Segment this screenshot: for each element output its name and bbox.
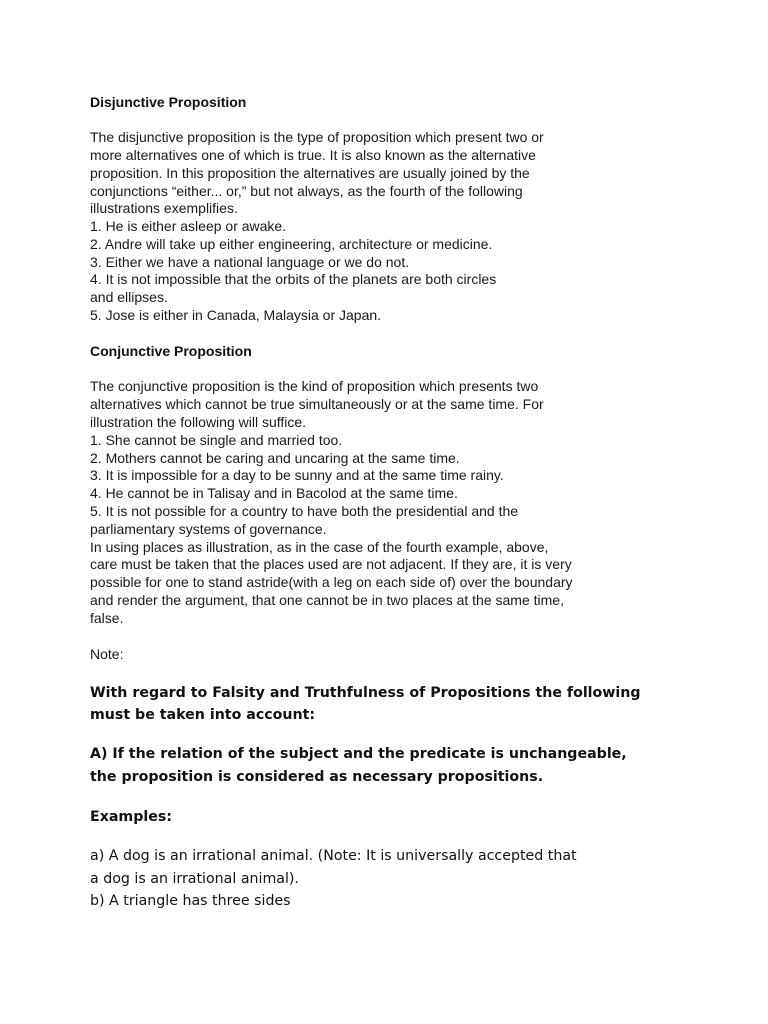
paragraph-line: The disjunctive proposition is the type of proposition which present two or — [90, 129, 544, 145]
list-item: and ellipses. — [90, 289, 168, 305]
list-item: 2. Andre will take up either engineering, architecture or medicine. — [90, 236, 493, 252]
paragraph-line: conjunctions “either... or,” but not always, as the fourth of the following — [90, 183, 523, 199]
list-item: 4. He cannot be in Talisay and in Bacolod at the same time. — [90, 485, 458, 501]
list-item: parliamentary systems of governance. — [90, 521, 327, 537]
list-item: 3. Either we have a national language or we do not. — [90, 254, 410, 270]
list-item: 2. Mothers cannot be caring and uncaring at the same time. — [90, 450, 460, 466]
example-line: a dog is an irrational animal). — [90, 871, 299, 887]
examples-label: Examples: — [90, 809, 172, 825]
paragraph-line: illustration the following will suffice. — [90, 414, 307, 430]
list-item: 3. It is impossible for a day to be sunny and at the same time rainy. — [90, 467, 504, 483]
rule-a-line: the proposition is considered as necessary propositions. — [90, 769, 544, 785]
example-line: b) A triangle has three sides — [90, 893, 291, 909]
rule-a-line: A) If the relation of the subject and the predicate is unchangeable, — [90, 746, 627, 762]
paragraph-line: alternatives which cannot be true simultaneously or at the same time. For — [90, 396, 544, 412]
note-label: Note: — [90, 646, 124, 662]
list-item: 4. It is not impossible that the orbits of the planets are both circles — [90, 271, 497, 287]
paragraph-line: more alternatives one of which is true. It is also known as the alternative — [90, 147, 536, 163]
rule-intro-line: With regard to Falsity and Truthfulness of Propositions the following — [90, 685, 641, 701]
list-item: 1. She cannot be single and married too. — [90, 432, 343, 448]
paragraph-line: possible for one to stand astride(with a leg on each side of) over the boundary — [90, 574, 573, 590]
example-line: a) A dog is an irrational animal. (Note: It is universally accepted that — [90, 848, 577, 864]
rule-intro-line: must be taken into account: — [90, 707, 316, 723]
heading-disjunctive-proposition: Disjunctive Proposition — [90, 94, 247, 110]
list-item: 1. He is either asleep or awake. — [90, 218, 287, 234]
paragraph-line: false. — [90, 610, 124, 626]
paragraph-line: illustrations exemplifies. — [90, 200, 238, 216]
paragraph-line: and render the argument, that one cannot be in two places at the same time, — [90, 592, 564, 608]
heading-conjunctive-proposition: Conjunctive Proposition — [90, 343, 252, 359]
paragraph-line: In using places as illustration, as in the case of the fourth example, above, — [90, 539, 549, 555]
paragraph-line: The conjunctive proposition is the kind of proposition which presents two — [90, 378, 539, 394]
paragraph-line: proposition. In this proposition the alternatives are usually joined by the — [90, 165, 530, 181]
list-item: 5. It is not possible for a country to have both the presidential and the — [90, 503, 519, 519]
list-item: 5. Jose is either in Canada, Malaysia or Japan. — [90, 307, 382, 323]
paragraph-line: care must be taken that the places used are not adjacent. If they are, it is very — [90, 556, 572, 572]
